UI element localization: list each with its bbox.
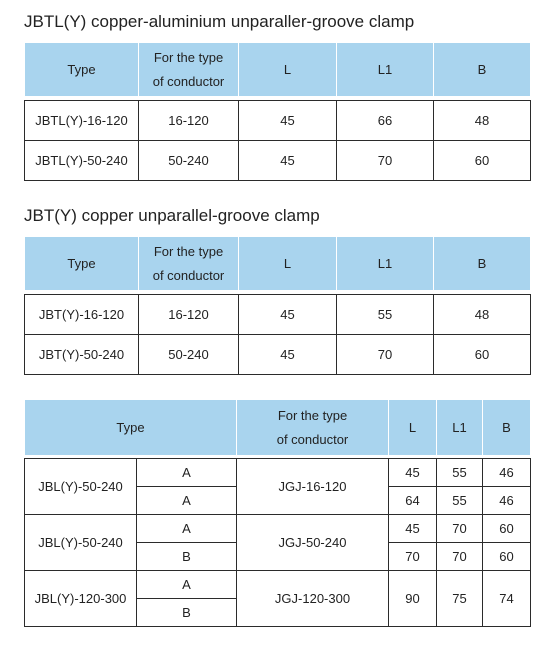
- header-type: Type: [25, 237, 139, 291]
- cell-l: 45: [389, 459, 437, 487]
- table-row: [25, 571, 531, 599]
- cell-l1: 70: [437, 515, 483, 543]
- header-type: Type: [25, 43, 139, 97]
- cell-conductor: 16-120: [139, 101, 239, 141]
- header-conductor-line1: For the type: [277, 407, 348, 423]
- cell-b: 60: [483, 543, 531, 571]
- spec-table-jbt: [24, 236, 531, 375]
- cell-type: JBT(Y)-50-240: [25, 335, 139, 375]
- table-row: [25, 335, 531, 375]
- cell-type: JBTL(Y)-50-240: [25, 141, 139, 181]
- cell-l: 45: [239, 141, 337, 181]
- section2-title: JBT(Y) copper unparallel-groove clamp: [24, 206, 320, 225]
- cell-l1: 75: [437, 571, 483, 627]
- table-row: [25, 459, 531, 487]
- cell-conductor: JGJ-16-120: [237, 459, 389, 515]
- cell-sub: A: [137, 571, 237, 599]
- cell-b: 46: [483, 487, 531, 515]
- table-row: [25, 515, 531, 543]
- header-conductor: [139, 237, 239, 291]
- cell-sub: A: [137, 487, 237, 515]
- cell-b: 74: [483, 571, 531, 627]
- cell-l: 45: [239, 295, 337, 335]
- cell-b: 60: [483, 515, 531, 543]
- cell-l: 70: [389, 543, 437, 571]
- cell-b: 46: [483, 459, 531, 487]
- header-b: B: [434, 237, 531, 291]
- header-b: B: [434, 43, 531, 97]
- cell-b: 48: [434, 295, 531, 335]
- cell-type: JBTL(Y)-16-120: [25, 101, 139, 141]
- cell-conductor: 50-240: [139, 335, 239, 375]
- cell-sub: A: [137, 459, 237, 487]
- header-conductor-line2: of conductor: [152, 73, 225, 89]
- cell-l1: 55: [437, 459, 483, 487]
- cell-l: 45: [239, 335, 337, 375]
- cell-conductor: 16-120: [139, 295, 239, 335]
- cell-b: 60: [434, 335, 531, 375]
- cell-l1: 70: [337, 335, 434, 375]
- cell-l1: 70: [437, 543, 483, 571]
- cell-type: JBL(Y)-120-300: [25, 571, 137, 627]
- header-conductor: [139, 43, 239, 97]
- header-conductor: [237, 400, 389, 456]
- cell-sub: B: [137, 543, 237, 571]
- cell-l1: 66: [337, 101, 434, 141]
- header-b: B: [483, 400, 531, 456]
- cell-l1: 70: [337, 141, 434, 181]
- cell-type: JBT(Y)-16-120: [25, 295, 139, 335]
- cell-b: 60: [434, 141, 531, 181]
- table-row: [25, 101, 531, 141]
- cell-l: 64: [389, 487, 437, 515]
- header-l1: L1: [337, 43, 434, 97]
- header-conductor-line2: of conductor: [276, 431, 349, 447]
- spec-table-jbl: [24, 399, 531, 627]
- table-header-row: [25, 237, 531, 291]
- header-l: L: [239, 237, 337, 291]
- header-l1: L1: [337, 237, 434, 291]
- header-type: Type: [25, 400, 237, 456]
- cell-sub: B: [137, 599, 237, 627]
- cell-l: 45: [389, 515, 437, 543]
- cell-conductor: JGJ-120-300: [237, 571, 389, 627]
- cell-type: JBL(Y)-50-240: [25, 515, 137, 571]
- header-l1: L1: [437, 400, 483, 456]
- table-header-row: [25, 43, 531, 97]
- table-row: [25, 141, 531, 181]
- header-conductor-line2: of conductor: [152, 267, 225, 283]
- cell-conductor: JGJ-50-240: [237, 515, 389, 571]
- header-l: L: [239, 43, 337, 97]
- cell-l1: 55: [437, 487, 483, 515]
- cell-l: 45: [239, 101, 337, 141]
- cell-type: JBL(Y)-50-240: [25, 459, 137, 515]
- cell-b: 48: [434, 101, 531, 141]
- cell-l: 90: [389, 571, 437, 627]
- table-row: [25, 295, 531, 335]
- cell-conductor: 50-240: [139, 141, 239, 181]
- section1-title: JBTL(Y) copper-aluminium unparaller-groove clamp: [24, 12, 415, 31]
- header-l: L: [389, 400, 437, 456]
- spec-table-jbtl: [24, 42, 531, 181]
- header-conductor-line1: For the type: [153, 243, 224, 259]
- header-conductor-line1: For the type: [153, 49, 224, 65]
- cell-sub: A: [137, 515, 237, 543]
- cell-l1: 55: [337, 295, 434, 335]
- table-header-row: [25, 400, 531, 456]
